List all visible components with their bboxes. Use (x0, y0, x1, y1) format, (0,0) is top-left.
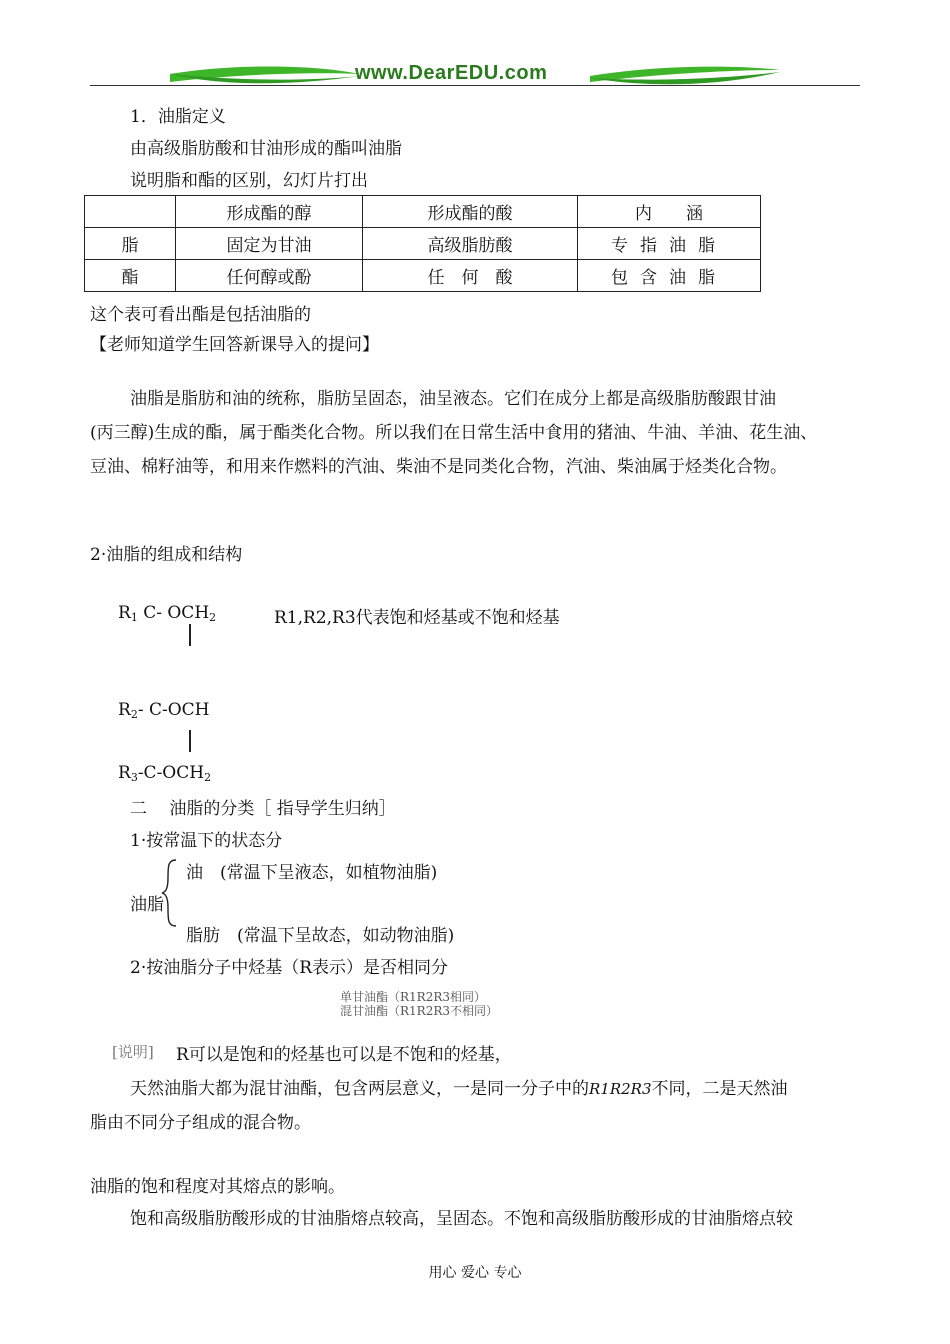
explanation-label: [说明] (112, 1043, 154, 1061)
table-cell: 酯 (85, 260, 176, 292)
formula-line: 混甘油酯（R1R2R3不相同） (340, 1004, 499, 1018)
explanation-para-line1: 天然油脂大都为混甘油酯，包含两层意义，一是同一分子中的R1R2R3不同，二是天然油 (130, 1079, 788, 1099)
table-header-cell (85, 196, 176, 228)
header-divider (90, 85, 860, 86)
section1-heading: 1．油脂定义 (130, 107, 226, 127)
table-header-cell: 内 涵 (578, 196, 761, 228)
table-cell: 高级脂肪酸 (363, 228, 578, 260)
formula-glycerides (340, 990, 498, 1018)
page-footer: 用心 爱心 专心 (428, 1265, 522, 1281)
classification-label: 油脂 (130, 895, 164, 915)
table-header-cell: 形成酯的醇 (176, 196, 363, 228)
paragraph1-line1: 油脂是脂肪和油的统称，脂肪呈固态，油呈液态。它们在成分上都是高级脂肪酸跟甘油 (130, 389, 776, 409)
paragraph1-line3: 豆油、棉籽油等，和用来作燃料的汽油、柴油不是同类化合物，汽油、柴油属于烃类化合物。 (90, 457, 787, 477)
table-row (85, 228, 761, 260)
table-cell: 任 何 酸 (363, 260, 578, 292)
classification-oil: 油 (常温下呈液态，如植物油脂) (186, 863, 438, 883)
bond-line (189, 624, 191, 646)
classification-fat: 脂肪 (常温下呈故态，如动物油脂) (186, 926, 455, 946)
table-cell: 包含油脂 (578, 260, 761, 292)
table-cell: 固定为甘油 (176, 228, 363, 260)
classification-heading: 二 油脂的分类［ 指导学生归纳］ (130, 799, 396, 819)
header-logo-text[interactable]: www.DearEDU.com (355, 62, 548, 84)
explanation-text: R可以是饱和的烃基也可以是不饱和的烃基， (176, 1045, 512, 1065)
explanation-para-line2: 脂由不同分子组成的混合物。 (90, 1113, 311, 1133)
structure-line3: $R_3-C-OCH_2$ (118, 763, 212, 784)
table-row (85, 260, 761, 292)
paragraph1-line2: (丙三醇)生成的酯，属于酯类化合物。所以我们在日常生活中食用的猪油、牛油、羊油、花生油、 (90, 423, 818, 443)
structure-line1: $R_1$ C- $OCH_2$ (118, 603, 217, 624)
classification-sub2: 2·按油脂分子中烃基（R表示）是否相同分 (130, 958, 449, 978)
bond-line (189, 730, 191, 752)
table-header-cell: 形成酯的酸 (363, 196, 578, 228)
table-cell: 脂 (85, 228, 176, 260)
table-cell: 任何醇或酚 (176, 260, 363, 292)
comparison-table (84, 195, 761, 292)
section1-line1: 由高级脂肪酸和甘油形成的酯叫油脂 (130, 139, 402, 159)
teacher-note: 【老师知道学生回答新课导入的提问】 (90, 335, 379, 355)
table-cell: 专指油脂 (578, 228, 761, 260)
melting-heading: 油脂的饱和程度对其熔点的影响。 (90, 1177, 345, 1197)
classification-sub1: 1·按常温下的状态分 (130, 831, 283, 851)
melting-line1: 饱和高级脂肪酸形成的甘油脂熔点较高，呈固态。不饱和高级脂肪酸形成的甘油脂熔点较 (130, 1209, 793, 1229)
after-table-text: 这个表可看出酯是包括油脂的 (90, 305, 311, 325)
section1-line2: 说明脂和酯的区别，幻灯片打出 (130, 171, 368, 191)
formula-line: 单甘油酯（R1R2R3相同） (340, 990, 487, 1004)
table-header-row (85, 196, 761, 228)
brace-icon (160, 858, 180, 928)
structure-line2: $R_2-$ C-OCH (118, 700, 210, 721)
structure-note: R1,R2,R3代表饱和烃基或不饱和烃基 (274, 608, 560, 628)
section2-heading: 2·油脂的组成和结构 (90, 545, 243, 565)
